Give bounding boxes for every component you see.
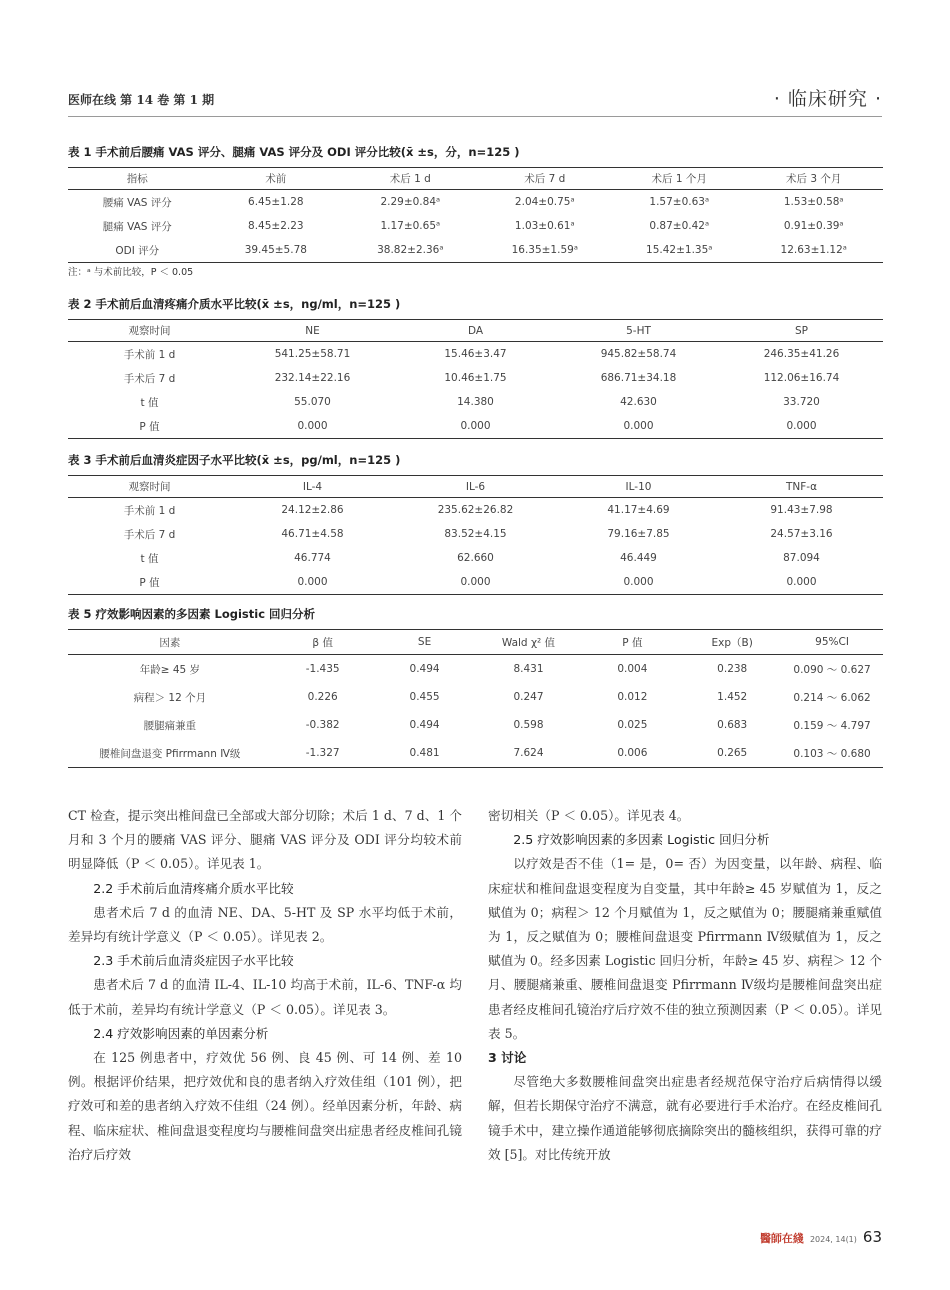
table-cell: 腰腿痛兼重 xyxy=(143,719,197,732)
table-3-grid xyxy=(68,475,883,595)
paragraph: 密切相关（P ＜ 0.05）。详见表 4。 xyxy=(488,808,690,823)
table-2-caption: 表 2 手术前后血清疼痛介质水平比较(x̄ ±s，ng/ml，n=125 ) xyxy=(68,297,401,311)
journal-title: 医师在线 第 14 卷 第 1 期 xyxy=(68,93,215,107)
page-header xyxy=(68,88,882,117)
table-cell: 46.71±4.58 xyxy=(281,528,344,540)
table-cell: 手术后 7 d xyxy=(123,372,176,385)
table-cell: 112.06±16.74 xyxy=(763,372,840,384)
table-cell: 0.000 xyxy=(297,576,328,588)
table-cell: 0.004 xyxy=(617,663,648,675)
table-cell: t 值 xyxy=(140,552,159,565)
table-cell: 腰痛 VAS 评分 xyxy=(102,196,172,209)
table-row xyxy=(68,366,883,390)
table-cell: 0.000 xyxy=(460,420,491,432)
table-header-cell: 观察时间 xyxy=(68,476,231,498)
subsection-heading: 2.3 手术前后血清炎症因子水平比较 xyxy=(93,953,294,969)
table-cell: 腰椎间盘退变 Pfirrmann Ⅳ级 xyxy=(99,747,241,760)
table-cell: 6.45±1.28 xyxy=(248,196,304,208)
table-header-cell: SP xyxy=(720,320,883,342)
table-1 xyxy=(68,144,883,279)
table-cell: 686.71±34.18 xyxy=(600,372,677,384)
body-column-right xyxy=(488,804,882,1167)
table-cell: 87.094 xyxy=(783,552,820,564)
paragraph: 患者术后 7 d 的血清 NE、DA、5-HT 及 SP 水平均低于术前，差异均有统计学意义（P ＜ 0.05）。详见表 2。 xyxy=(68,904,462,945)
table-cell: 0.000 xyxy=(623,420,654,432)
table-3 xyxy=(68,452,883,595)
table-header-cell: SE xyxy=(374,630,476,655)
table-header-cell: 95%CI xyxy=(781,630,883,655)
table-cell: 12.63±1.12ᵃ xyxy=(780,244,847,256)
table-cell: 0.494 xyxy=(409,663,440,675)
table-header-cell: IL-6 xyxy=(394,476,557,498)
table-cell: 541.25±58.71 xyxy=(274,348,351,360)
table-cell: 腿痛 VAS 评分 xyxy=(102,220,172,233)
table-header-cell: DA xyxy=(394,320,557,342)
table-cell: 0.214 ～ 6.062 xyxy=(793,691,871,704)
table-cell: 8.45±2.23 xyxy=(248,220,304,232)
table-cell: 55.070 xyxy=(294,396,331,408)
table-cell: 79.16±7.85 xyxy=(607,528,670,540)
table-row xyxy=(68,546,883,570)
table-header-cell: Exp（B) xyxy=(683,630,781,655)
table-cell: 0.006 xyxy=(617,747,648,759)
table-header-cell: 5-HT xyxy=(557,320,720,342)
section-heading: 3 讨论 xyxy=(488,1050,527,1066)
table-cell: -0.382 xyxy=(305,719,340,731)
table-cell: 年龄≥ 45 岁 xyxy=(139,663,201,676)
subsection-heading: 2.4 疗效影响因素的单因素分析 xyxy=(93,1025,269,1041)
table-cell: 2.29±0.84ᵃ xyxy=(380,196,441,208)
table-header-cell: 观察时间 xyxy=(68,320,231,342)
table-cell: 0.000 xyxy=(460,576,491,588)
table-cell: 1.53±0.58ᵃ xyxy=(783,196,844,208)
subsection-heading: 2.5 疗效影响因素的多因素 Logistic 回归分析 xyxy=(513,832,770,848)
table-cell: 15.46±3.47 xyxy=(444,348,507,360)
table-cell: ODI 评分 xyxy=(115,244,160,257)
table-cell: 38.82±2.36ᵃ xyxy=(377,244,444,256)
table-cell: 0.103 ～ 0.680 xyxy=(793,747,871,760)
table-3-caption: 表 3 手术前后血清炎症因子水平比较(x̄ ±s，pg/ml，n=125 ) xyxy=(68,453,401,467)
table-cell: 0.265 xyxy=(717,747,748,759)
table-cell: 手术前 1 d xyxy=(123,504,176,517)
table-cell: 10.46±1.75 xyxy=(444,372,507,384)
table-cell: 1.17±0.65ᵃ xyxy=(380,220,441,232)
paragraph: 在 125 例患者中，疗效优 56 例、良 45 例、可 14 例、差 10 例。根据评价结果，把疗效优和良的患者纳入疗效佳组（101 例），把疗效可和差的患者纳入疗效不佳组（24 例）。经单因素分析，年龄、病程、临床症状、椎间盘退变程度均与腰椎间盘突出症患者经皮椎间孔镜治疗后疗效 xyxy=(68,1050,462,1162)
table-cell: 232.14±22.16 xyxy=(274,372,351,384)
table-1-grid xyxy=(68,167,883,263)
table-cell: 0.012 xyxy=(617,691,648,703)
table-row xyxy=(68,655,883,684)
table-5-header-row xyxy=(68,630,883,655)
table-row xyxy=(68,570,883,595)
table-1-caption: 表 1 手术前后腰痛 VAS 评分、腿痛 VAS 评分及 ODI 评分比较(x̄ ±s，分，n=125 ) xyxy=(68,145,520,159)
table-row xyxy=(68,214,883,238)
table-cell: 235.62±26.82 xyxy=(437,504,514,516)
section-title: · 临床研究 · xyxy=(773,88,882,110)
table-row xyxy=(68,683,883,711)
table-cell: 46.449 xyxy=(620,552,657,564)
table-cell: 14.380 xyxy=(457,396,494,408)
paragraph: 以疗效是否不佳（1= 是，0= 否）为因变量，以年龄、病程、临床症状和椎间盘退变程度为自变量，其中年龄≥ 45 岁赋值为 1，反之赋值为 0；病程＞ 12 个月赋值为 1，反之赋值为 0；腰腿痛兼重赋值为 1，反之赋值为 0；腰椎间盘退变 Pfirrmann Ⅳ级赋值为 1，反之赋值为 0。经多因素 Logistic 回归分析，年龄≥ 45 岁、病程＞ 12 个月、腰腿痛兼重、腰椎间盘退变 Pfirrmann Ⅳ级均是腰椎间盘突出症患者经皮椎间孔镜治疗后疗效不佳的独立预测因素（P ＜ 0.05）。详见表 5。 xyxy=(488,856,882,1041)
table-cell: 16.35±1.59ᵃ xyxy=(511,244,578,256)
table-header-cell: 术后 1 个月 xyxy=(614,168,744,190)
table-cell: 病程＞ 12 个月 xyxy=(133,691,207,704)
page-number: 63 xyxy=(862,1228,882,1246)
table-row xyxy=(68,390,883,414)
table-5 xyxy=(68,606,883,768)
table-row xyxy=(68,238,883,263)
table-cell: 41.17±4.69 xyxy=(607,504,670,516)
table-cell: 0.494 xyxy=(409,719,440,731)
table-cell: 0.000 xyxy=(297,420,328,432)
table-1-header-row xyxy=(68,168,883,190)
table-header-cell: 术后 1 d xyxy=(345,168,475,190)
table-cell: 2.04±0.75ᵃ xyxy=(514,196,575,208)
table-cell: 39.45±5.78 xyxy=(244,244,307,256)
table-cell: 0.226 xyxy=(307,691,338,703)
table-2-grid xyxy=(68,319,883,439)
table-cell: 0.598 xyxy=(513,719,544,731)
table-cell: 83.52±4.15 xyxy=(444,528,507,540)
paragraph: 患者术后 7 d 的血清 IL-4、IL-10 均高于术前，IL-6、TNF-α 均低于术前，差异均有统计学意义（P ＜ 0.05）。详见表 3。 xyxy=(68,977,462,1017)
table-cell: 8.431 xyxy=(513,663,544,675)
table-5-caption: 表 5 疗效影响因素的多因素 Logistic 回归分析 xyxy=(68,607,316,621)
table-row xyxy=(68,190,883,215)
page-footer xyxy=(760,1224,882,1246)
table-2 xyxy=(68,296,883,439)
table-cell: 7.624 xyxy=(513,747,544,759)
table-cell: 1.452 xyxy=(717,691,748,703)
table-header-cell: 术后 3 个月 xyxy=(744,168,883,190)
table-cell: 0.481 xyxy=(409,747,440,759)
table-cell: 手术前 1 d xyxy=(123,348,176,361)
table-header-cell: 指标 xyxy=(68,168,207,190)
table-row xyxy=(68,498,883,523)
table-header-cell: IL-4 xyxy=(231,476,394,498)
table-cell: 0.683 xyxy=(717,719,748,731)
issue-label: 2024, 14(1) xyxy=(809,1235,857,1244)
table-cell: 0.000 xyxy=(786,420,817,432)
table-header-cell: P 值 xyxy=(581,630,683,655)
table-row xyxy=(68,739,883,768)
table-row xyxy=(68,711,883,739)
table-cell: 46.774 xyxy=(294,552,331,564)
table-cell: 42.630 xyxy=(620,396,657,408)
table-cell: P 值 xyxy=(139,576,160,589)
table-row xyxy=(68,522,883,546)
table-5-grid xyxy=(68,629,883,768)
table-cell: 0.000 xyxy=(786,576,817,588)
journal-logo: 醫師在綫 xyxy=(759,1232,804,1245)
table-cell: 15.42±1.35ᵃ xyxy=(646,244,713,256)
table-cell: -1.435 xyxy=(305,663,340,675)
table-cell: 1.57±0.63ᵃ xyxy=(649,196,710,208)
table-cell: 0.455 xyxy=(409,691,440,703)
table-header-cell: TNF-α xyxy=(720,476,883,498)
table-row xyxy=(68,414,883,439)
table-header-cell: 术后 7 d xyxy=(475,168,614,190)
table-cell: t 值 xyxy=(140,396,159,409)
body-column-left xyxy=(68,804,462,1167)
table-header-cell: β 值 xyxy=(272,630,374,655)
paragraph: 尽管绝大多数腰椎间盘突出症患者经规范保守治疗后病情得以缓解，但若长期保守治疗不满意，就有必要进行手术治疗。在经皮椎间孔镜手术中，建立操作通道能够彻底摘除突出的髓核组织，获得可靠的疗效 [5]。对比传统开放 xyxy=(488,1074,882,1162)
table-cell: 24.57±3.16 xyxy=(770,528,833,540)
table-cell: 945.82±58.74 xyxy=(600,348,677,360)
table-header-cell: IL-10 xyxy=(557,476,720,498)
table-cell: 0.159 ～ 4.797 xyxy=(793,719,871,732)
table-cell: 0.247 xyxy=(513,691,544,703)
table-cell: P 值 xyxy=(139,420,160,433)
paragraph: CT 检查，提示突出椎间盘已全部或大部分切除；术后 1 d、7 d、1 个月和 3 个月的腰痛 VAS 评分、腿痛 VAS 评分及 ODI 评分均较术前明显降低（P ＜ 0.05）。详见表 1。 xyxy=(68,808,462,872)
table-header-cell: 因素 xyxy=(68,630,272,655)
table-cell: 0.090 ～ 0.627 xyxy=(793,663,871,676)
table-3-header-row xyxy=(68,476,883,498)
table-row xyxy=(68,342,883,367)
table-cell: 33.720 xyxy=(783,396,820,408)
table-cell: 0.025 xyxy=(617,719,648,731)
subsection-heading: 2.2 手术前后血清疼痛介质水平比较 xyxy=(93,880,294,896)
table-cell: 0.000 xyxy=(623,576,654,588)
table-cell: -1.327 xyxy=(305,747,340,759)
table-header-cell: Wald χ² 值 xyxy=(476,630,582,655)
table-header-cell: 术前 xyxy=(207,168,346,190)
table-cell: 0.91±0.39ᵃ xyxy=(783,220,844,232)
table-cell: 0.87±0.42ᵃ xyxy=(649,220,710,232)
table-2-header-row xyxy=(68,320,883,342)
table-cell: 91.43±7.98 xyxy=(770,504,833,516)
table-cell: 62.660 xyxy=(457,552,494,564)
table-cell: 1.03±0.61ᵃ xyxy=(514,220,575,232)
table-cell: 246.35±41.26 xyxy=(763,348,840,360)
table-cell: 手术后 7 d xyxy=(123,528,176,541)
table-cell: 24.12±2.86 xyxy=(281,504,344,516)
table-1-note: 注：ᵃ 与术前比较，P ＜ 0.05 xyxy=(68,267,194,278)
table-header-cell: NE xyxy=(231,320,394,342)
table-cell: 0.238 xyxy=(717,663,748,675)
